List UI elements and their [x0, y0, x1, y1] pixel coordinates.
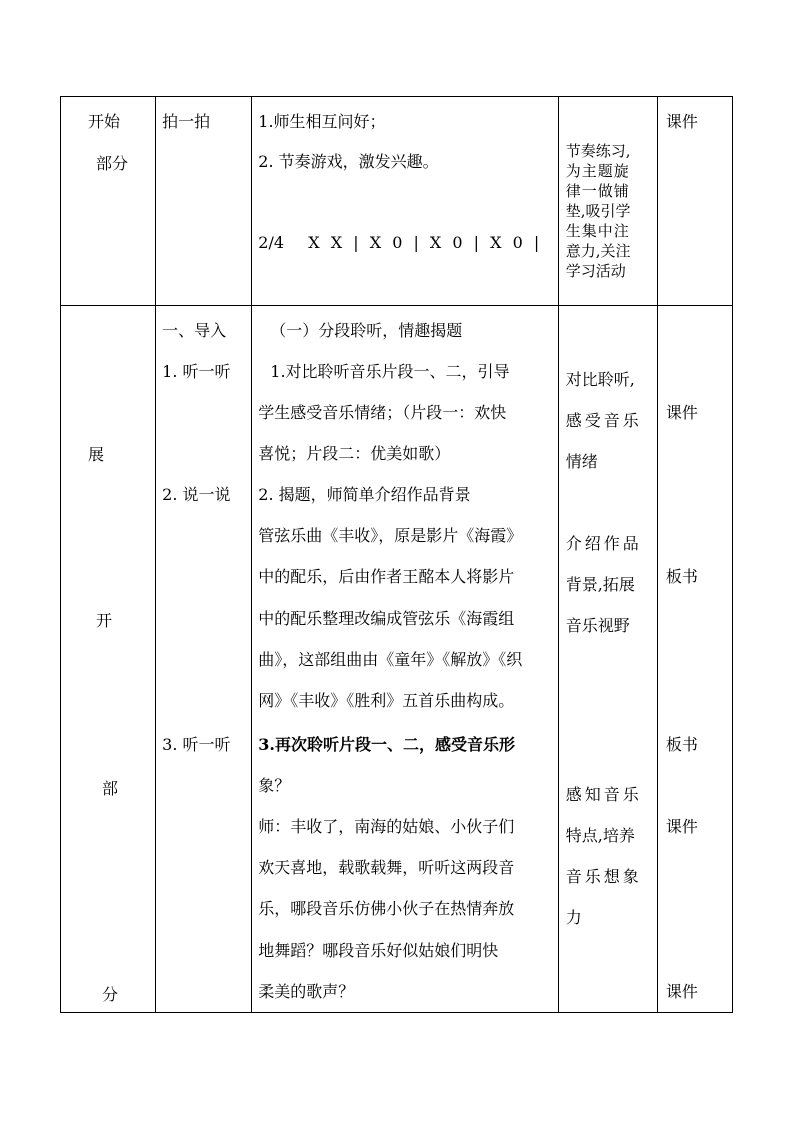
content-line: 乐，哪段音乐仿佛小伙子在热情奔放: [258, 899, 515, 918]
stage-cell-opening: [61, 97, 156, 306]
intent-cell-development: [558, 306, 657, 1013]
intent-line: 音乐想象: [565, 867, 642, 886]
rhythm-pattern: X X | X 0 | X 0 | X 0 |: [308, 233, 543, 252]
intent-text: [566, 359, 642, 482]
content-line: 中的配乐整理改编成管弦乐《海霞组: [258, 609, 515, 628]
intent-line: 情绪: [565, 452, 598, 471]
stage-char: 开: [96, 611, 113, 630]
activity-cell-opening: [156, 97, 252, 306]
activity-label: 1. 听一听: [162, 362, 231, 381]
intent-text: [566, 141, 631, 281]
stage-char: 展: [88, 445, 105, 464]
resource-label: 课件: [665, 112, 698, 131]
intent-text: [566, 774, 642, 938]
intent-line: 感受音乐: [565, 411, 642, 430]
content-line: 曲》，这部组曲由《童年》《解放》《织: [258, 650, 523, 669]
activity-label: 2. 说一说: [162, 485, 231, 504]
content-cell-development: [252, 306, 558, 1013]
content-line: 象？: [258, 776, 291, 795]
content-line: 2. 节奏游戏，激发兴趣。: [258, 152, 439, 171]
content-line: 喜悦；片段二：优美如歌）: [258, 444, 451, 463]
intent-text: [566, 523, 642, 646]
table-row-development: [61, 306, 733, 1013]
resource-label: 板书: [665, 567, 698, 586]
content-line: （一）分段聆听，情趣揭题: [270, 321, 463, 340]
content-line: 网》《丰收》《胜利》五首乐曲构成。: [258, 691, 515, 710]
resource-label: 课件: [665, 817, 698, 836]
content-line: 师：丰收了，南海的姑娘、小伙子们: [258, 817, 515, 836]
activity-label: 3. 听一听: [162, 735, 231, 754]
resource-cell-development: [657, 306, 732, 1013]
intent-line: 学习活动: [565, 262, 626, 280]
rhythm-meter: 2/4: [258, 233, 285, 252]
content-line: 中的配乐，后由作者王酩本人将影片: [258, 567, 515, 586]
resource-label: 板书: [665, 735, 698, 754]
content-line: 3.再次聆听片段一、二，感受音乐形: [258, 735, 515, 754]
activity-label: 一、导入: [162, 321, 227, 340]
intent-line: 为主题旋: [565, 162, 630, 180]
content-line: 地舞蹈？哪段音乐好似姑娘们明快: [258, 941, 499, 960]
stage-char: 部: [102, 779, 119, 798]
intent-line: 对比聆听,: [565, 370, 635, 389]
intent-line: 节奏练习,: [565, 142, 631, 160]
content-cell-opening: [252, 97, 558, 306]
resource-label: 课件: [665, 982, 698, 1001]
stage-label-line1: 开始: [88, 112, 121, 131]
content-line: 1.对比聆听音乐片段一、二，引导: [270, 362, 510, 381]
intent-line: 介绍作品: [565, 534, 642, 553]
content-line: 学生感受音乐情绪；（片段一：欢快: [258, 403, 507, 422]
content-line: 管弦乐曲《丰收》，原是影片《海霞》: [258, 526, 523, 545]
intent-line: 生集中注: [565, 222, 630, 240]
intent-cell-opening: [558, 97, 657, 306]
content-line: 欢天喜地，载歌载舞，听听这两段音: [258, 858, 515, 877]
intent-line: 感知音乐: [565, 785, 642, 804]
stage-cell-development: [61, 306, 156, 1013]
intent-line: 背景,拓展: [565, 575, 635, 594]
table-row-opening: [61, 97, 733, 306]
resource-label: 课件: [665, 403, 698, 422]
stage-label-line2: 部分: [96, 154, 129, 173]
intent-line: 意力,关注: [565, 242, 631, 260]
content-line: 柔美的歌声？: [258, 982, 355, 1001]
activity-cell-development: [156, 306, 252, 1013]
intent-line: 律一做铺: [565, 182, 630, 200]
resource-cell-opening: [657, 97, 732, 306]
content-line: 1.师生相互问好；: [258, 112, 386, 131]
intent-line: 力: [565, 908, 582, 927]
content-line: 2. 揭题，师简单介绍作品背景: [258, 485, 471, 504]
intent-line: 特点,培养: [565, 826, 635, 845]
lesson-plan-table: [60, 96, 733, 1013]
activity-label: 拍一拍: [162, 112, 211, 131]
stage-char: 分: [102, 985, 119, 1004]
intent-line: 垫,吸引学: [565, 202, 631, 220]
intent-line: 音乐视野: [565, 616, 630, 635]
